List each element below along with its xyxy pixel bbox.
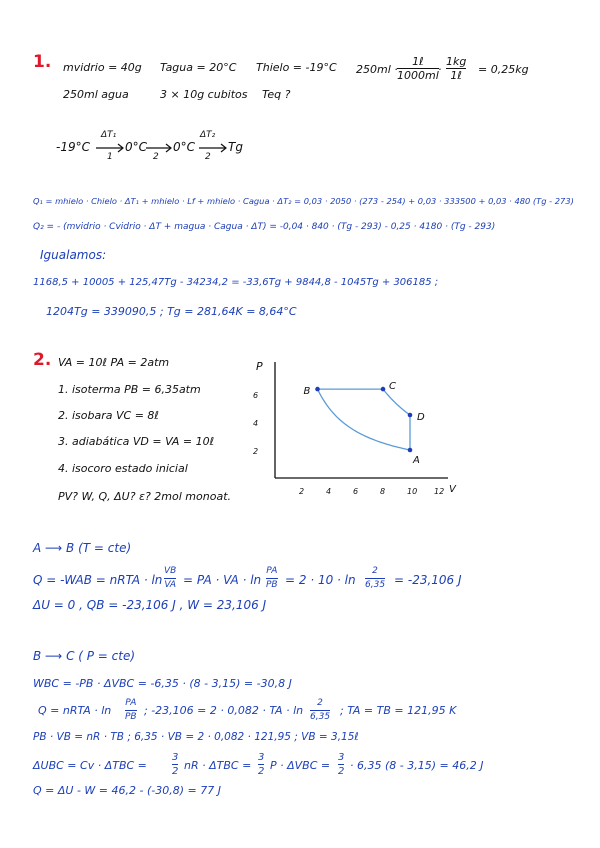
step-2-isobaric: 2. isobara VC = 8ℓ — [58, 409, 159, 422]
v-tick-label: 8 — [380, 487, 386, 496]
step-4-isochoric: 4. isocoro estado inicial — [58, 462, 188, 475]
ab-results: ΔU = 0 , QB = -23,106 J , W = 23,106 J — [33, 598, 267, 612]
p-axis-label: P — [256, 360, 263, 373]
state-point-b — [315, 387, 320, 392]
diagram-mid-temp-1: 0°C — [125, 140, 148, 154]
dot-operator: · — [438, 63, 442, 76]
fraction-denominator: 2 — [172, 766, 179, 777]
bc-volume-calc: PB · VB = nR · TB ; 6,35 · VB = 2 · 0,082 · 121,95 ; VB = 3,15ℓ — [33, 731, 359, 743]
ab-process-title: A ⟶ B (T = cte) — [33, 541, 132, 555]
v-tick-label: 6 — [353, 487, 359, 496]
equate-heading: Igualamos: — [40, 248, 107, 262]
step-1-isothermal: 1. isoterma PB = 6,35atm — [58, 383, 201, 396]
ice-temperature: Thielo = -19°C — [256, 61, 337, 74]
bc-fraction-3 — [172, 752, 178, 777]
fraction-denominator: 6,35 — [310, 712, 331, 722]
isotherm-curve-ab — [318, 389, 411, 450]
bc-heat-part1: Q = nRTA · ln — [38, 704, 112, 717]
equilibrium-result: 1204Tg = 339090,5 ; Tg = 281,64K = 8,64°C — [46, 305, 297, 318]
water-temperature: Tagua = 20°C — [160, 61, 237, 74]
fraction-denominator: 1ℓ — [450, 69, 462, 82]
adiabat-curve-cd — [383, 389, 410, 415]
problem-2-questions: PV? W, Q, ΔU? ε? 2mol monoat. — [58, 490, 232, 503]
bc-energy-part2: nR · ΔTBC = — [184, 759, 252, 772]
step-3-adiabatic: 3. adiabática VD = VA = 10ℓ — [58, 435, 215, 448]
ab-heat-result: = -23,106 J — [394, 573, 462, 587]
v-tick-label: 2 — [299, 487, 305, 496]
state-point-d — [408, 413, 413, 418]
conversion-prefix: 250ml · — [356, 63, 398, 76]
fraction-denominator: 1000ml — [397, 69, 439, 82]
bc-fraction-1 — [125, 698, 137, 723]
ab-heat-part2: = PA · VA · ln — [183, 573, 262, 587]
bc-temperature-result: ; TA = TB = 121,95 K — [340, 704, 457, 717]
problem-2-number: 2. — [33, 350, 52, 370]
bc-fraction-4 — [258, 752, 264, 777]
fraction-denominator: 2 — [258, 766, 265, 777]
bc-heat-result: Q = ΔU - W = 46,2 - (-30,8) = 77 J — [33, 784, 221, 797]
diagram-mid-temp-2: 0°C — [173, 140, 196, 154]
bc-heat-part2: ; -23,106 = 2 · 0,082 · TA · ln — [144, 704, 304, 717]
balance-equation: 1168,5 + 10005 + 125,47Tg - 34234,2 = -33,6Tg + 9844,8 - 1045Tg + 306185 ; — [33, 277, 439, 288]
diagram-arrow2-step: 2 — [153, 152, 159, 162]
bc-energy-result: · 6,35 (8 - 3,15) = 46,2 J — [350, 759, 484, 772]
fraction-numerator: PA — [266, 566, 278, 576]
fraction-numerator: PA — [125, 698, 137, 708]
ab-fraction-3 — [365, 566, 385, 591]
diagram-arrow3-label: ΔT₂ — [200, 130, 216, 140]
fraction-numerator: 1kg — [446, 55, 467, 68]
water-volume: 250ml agua — [63, 88, 129, 101]
p-tick-label: 2 — [253, 447, 259, 456]
fraction-numerator: 3 — [338, 752, 345, 763]
fraction-numerator: 3 — [172, 752, 179, 763]
fraction-denominator: 6,35 — [365, 580, 386, 590]
state-point-c — [381, 387, 386, 392]
diagram-end-temp: Tg — [228, 140, 243, 154]
p-tick-label: 6 — [253, 391, 259, 400]
fraction-numerator: VB — [164, 566, 177, 576]
state-point-a — [408, 448, 413, 453]
heat-q1-equation: Q₁ = mhielo · Chielo · ΔT₁ + mhielo · Lf + mhielo · Cagua · ΔT₂ = 0,03 · 2050 · (273 - 254) + 0,03 · 333500 + 0,03 · 480 (Tg - 273) — [33, 196, 574, 206]
v-tick-label: 4 — [326, 487, 332, 496]
fraction-denominator: PB — [125, 712, 137, 722]
fraction-denominator: PB — [266, 580, 278, 590]
fraction-numerator: 2 — [317, 698, 323, 708]
v-tick-label: 12 — [434, 487, 445, 496]
fraction-denominator: VA — [164, 580, 177, 590]
bc-process-title: B ⟶ C ( P = cte) — [33, 649, 136, 663]
bc-fraction-5 — [338, 752, 344, 777]
p-tick-label: 4 — [253, 419, 259, 428]
bc-energy-part3: P · ΔVBC = — [270, 759, 331, 772]
bc-energy-part1: ΔUBC = Cv · ΔTBC = — [33, 759, 147, 772]
state-label-b: B — [303, 386, 311, 398]
ice-cubes: 3 × 10g cubitos — [160, 88, 248, 101]
equilibrium-question: Teq ? — [262, 88, 291, 101]
diagram-start-temp: -19°C — [56, 140, 90, 154]
ab-heat-part3: = 2 · 10 · ln — [285, 573, 356, 587]
diagram-arrow3-step: 2 — [205, 152, 211, 162]
diagram-arrow1-step: 1 — [107, 152, 113, 162]
diagram-arrow1-label: ΔT₁ — [101, 130, 117, 140]
problem-1-number: 1. — [33, 52, 52, 72]
state-label-a: A — [413, 455, 420, 466]
state-label-d: D — [417, 412, 425, 423]
ab-heat-part1: Q = -WAB = nRTA · ln — [33, 573, 163, 587]
bc-work: WBC = -PB · ΔVBC = -6,35 · (8 - 3,15) = -30,8 J — [33, 677, 292, 690]
fraction-numerator: 1ℓ — [412, 55, 424, 68]
ab-fraction-1 — [164, 566, 176, 591]
fraction-numerator: 2 — [372, 566, 378, 576]
conversion-result: = 0,25kg — [478, 63, 529, 76]
bc-fraction-2 — [310, 698, 330, 723]
fraction-denominator: 2 — [338, 766, 345, 777]
fraction-numerator: 3 — [258, 752, 265, 763]
v-axis-label: V — [449, 484, 456, 495]
ab-fraction-2 — [266, 566, 278, 591]
glass-mass: mvidrio = 40g — [63, 61, 142, 74]
v-tick-label: 10 — [407, 487, 418, 496]
heat-q2-equation: Q₂ = - (mvidrio · Cvidrio · ΔT + magua · Cagua · ΔT) = -0,04 · 840 · (Tg - 293) - 0,25 · 4180 · (Tg - 293) — [33, 222, 496, 232]
initial-state: VA = 10ℓ PA = 2atm — [58, 356, 170, 369]
state-label-c: C — [389, 381, 396, 393]
